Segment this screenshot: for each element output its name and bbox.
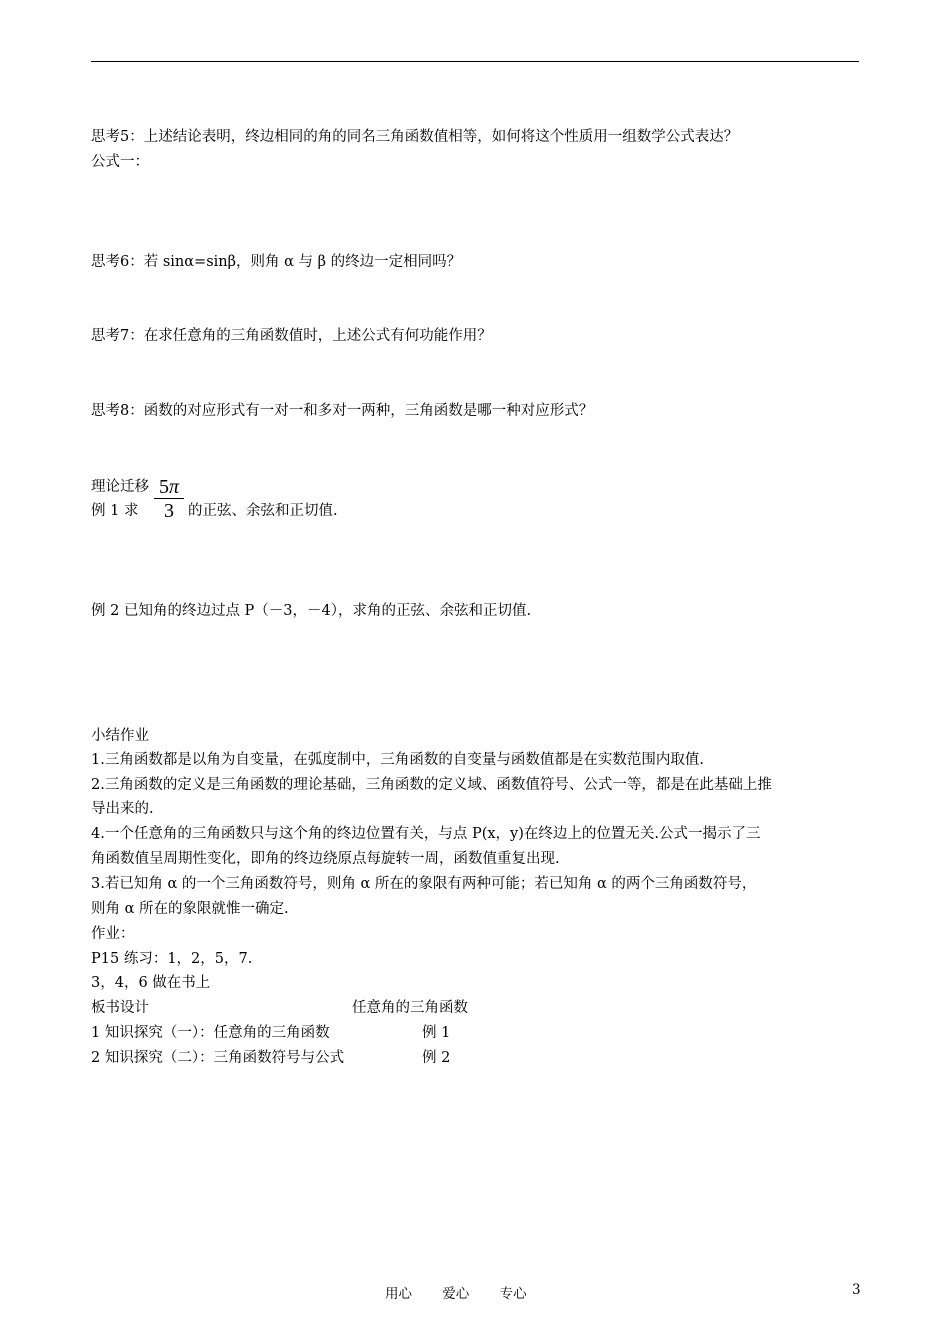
board-design-label: 板书设计 [91, 1000, 149, 1016]
summary-item-2-line-2: 导出来的. [91, 801, 154, 817]
header-rule [91, 61, 859, 62]
summary-item-2-line-1: 2.三角函数的定义是三角函数的理论基础，三角函数的定义域、函数值符号、公式一等，都是在此基础上推 [91, 777, 772, 793]
example-1-prefix: 例 1 求 [91, 503, 139, 519]
board-row-2: 2 知识探究（二）：三角函数符号与公式 [91, 1050, 345, 1066]
board-row-1-example: 例 1 [422, 1025, 451, 1041]
footer-item: 用心 [385, 1286, 412, 1302]
fraction-5pi-over-3 [152, 476, 186, 523]
summary-item-3-line-1: 3.若已知角 α 的一个三角函数符号，则角 α 所在的象限有两种可能；若已知角 α 的两个三角函数符号， [91, 876, 757, 892]
page-number: 3 [852, 1282, 861, 1298]
homework-item-2: 3，4，6 做在书上 [91, 975, 211, 991]
footer-item: 爱心 [442, 1286, 470, 1302]
example-2: 例 2 已知角的终边过点 P（－3，－4），求角的正弦、余弦和正切值. [91, 603, 532, 619]
fraction-numerator: 5π [158, 476, 180, 498]
formula-one-label: 公式一： [91, 154, 149, 170]
board-design-title: 任意角的三角函数 [352, 1000, 468, 1016]
question-8: 思考8：函数的对应形式有一对一和多对一两种，三角函数是哪一种对应形式？ [91, 403, 594, 419]
summary-heading: 小结作业 [91, 728, 149, 744]
footer-motto [385, 1282, 553, 1302]
summary-item-1: 1.三角函数都是以角为自变量，在弧度制中，三角函数的自变量与函数值都是在实数范围内取值. [91, 752, 704, 768]
question-6: 思考6：若 sinα=sinβ，则角 α 与 β 的终边一定相同吗？ [91, 254, 462, 270]
summary-item-4-line-1: 4.一个任意角的三角函数只与这个角的终边位置有关，与点 P(x，y)在终边上的位置无关.公式一揭示了三 [91, 826, 761, 842]
summary-item-3-line-2: 则角 α 所在的象限就惟一确定. [91, 901, 289, 917]
theory-heading: 理论迁移 [91, 479, 149, 495]
homework-heading: 作业： [91, 926, 135, 942]
example-1-suffix: 的正弦、余弦和正切值. [188, 503, 338, 519]
fraction-denominator: 3 [164, 500, 174, 522]
board-row-1: 1 知识探究（一）：任意角的三角函数 [91, 1025, 330, 1041]
footer-item: 专心 [499, 1286, 527, 1302]
board-row-2-example: 例 2 [422, 1050, 451, 1066]
homework-item-1: P15 练习：1，2，5，7. [91, 951, 253, 967]
question-5: 思考5：上述结论表明，终边相同的角的同名三角函数值相等，如何将这个性质用一组数学公式表达？ [91, 129, 739, 145]
summary-item-4-line-2: 角函数值呈周期性变化，即角的终边绕原点每旋转一周，函数值重复出现. [91, 851, 560, 867]
question-7: 思考7：在求任意角的三角函数值时，上述公式有何功能作用？ [91, 328, 492, 344]
